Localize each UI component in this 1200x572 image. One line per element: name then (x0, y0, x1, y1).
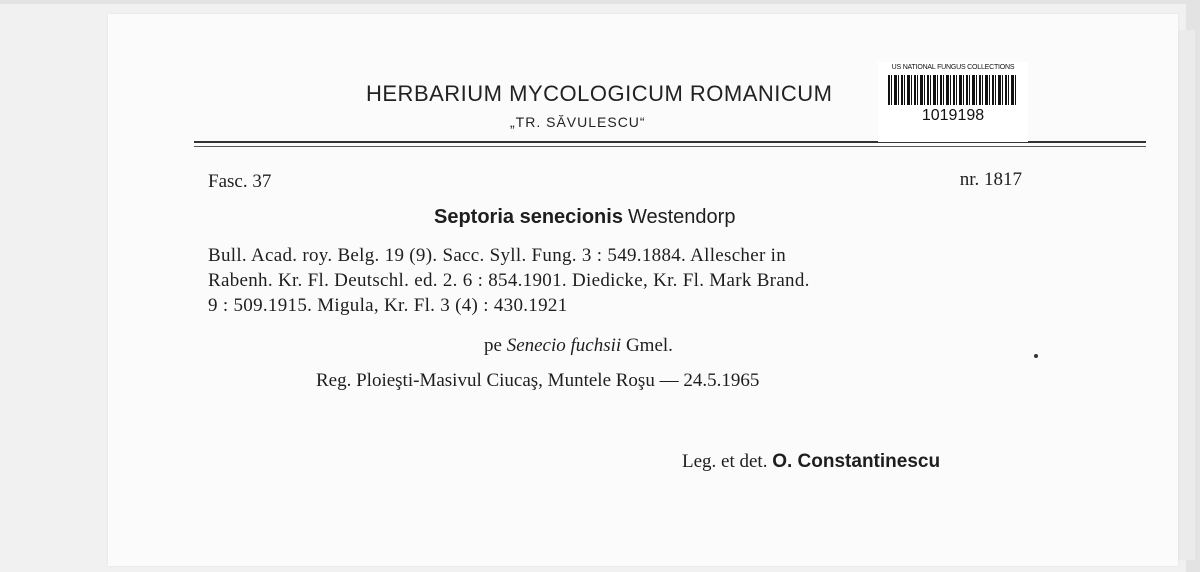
fascicle-number: Fasc. 37 (208, 171, 272, 192)
host-line (484, 335, 673, 357)
barcode-sticker (878, 62, 1028, 142)
herbarium-subtitle: „TR. SĂVULESCU“ (510, 114, 646, 130)
barcode-caption: US NATIONAL FUNGUS COLLECTIONS (891, 64, 1015, 71)
locality-line: Reg. Ploieşti-Masivul Ciucaş, Muntele Roşu — 24.5.1965 (316, 370, 760, 391)
host-name: Senecio fuchsii (506, 335, 622, 356)
host-author: Gmel. (625, 335, 673, 356)
barcode-icon (888, 75, 1018, 105)
barcode-number: 1019198 (921, 107, 985, 124)
header-rule-thin (194, 146, 1146, 147)
collector-name: O. Constantinescu (772, 451, 941, 472)
ink-dot (1034, 354, 1038, 358)
species-author: Westendorp (627, 206, 736, 228)
species-name (434, 206, 735, 229)
specimen-number: nr. 1817 (959, 169, 1022, 190)
collector-line (682, 451, 940, 473)
reference-line: 9 : 509.1915. Migula, Kr. Fl. 3 (4) : 430.1921 (208, 295, 568, 316)
species-binomial: Septoria senecionis (434, 206, 623, 228)
host-prefix: pe (484, 335, 502, 356)
collector-prefix: Leg. et det. (682, 451, 768, 472)
herbarium-label (108, 14, 1178, 566)
herbarium-title: HERBARIUM MYCOLOGICUM ROMANICUM (366, 81, 833, 106)
reference-line: Bull. Acad. roy. Belg. 19 (9). Sacc. Syll. Fung. 3 : 549.1884. Allescher in (208, 245, 787, 266)
reference-line: Rabenh. Kr. Fl. Deutschl. ed. 2. 6 : 854.1901. Diedicke, Kr. Fl. Mark Brand. (208, 270, 810, 291)
